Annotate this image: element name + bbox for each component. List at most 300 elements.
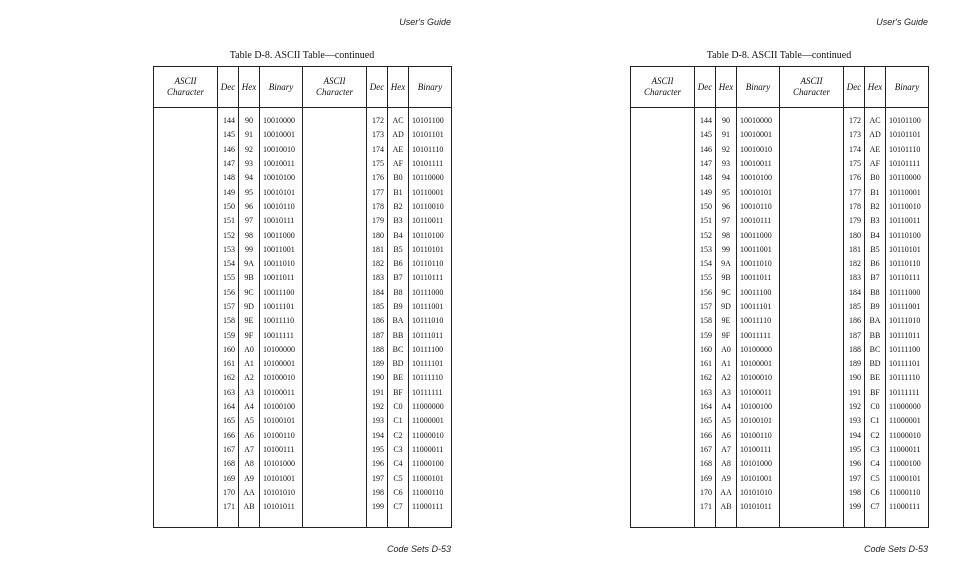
binary-cell: 10101100 (409, 114, 452, 128)
binary-cell: 10010000 (737, 114, 780, 128)
char-cell (631, 429, 695, 443)
hex-cell: B2 (388, 200, 409, 214)
dec-cell: 178 (367, 200, 388, 214)
page-footer: Code Sets D-53 (386, 544, 451, 554)
binary-cell: 10111101 (886, 357, 929, 371)
dec-cell: 156 (218, 286, 239, 300)
dec-cell: 148 (218, 171, 239, 185)
dec-cell: 158 (218, 314, 239, 328)
char-cell (303, 143, 367, 157)
char-cell (303, 257, 367, 271)
dec-cell: 198 (844, 486, 865, 500)
hex-cell: B7 (388, 271, 409, 285)
char-cell (631, 300, 695, 314)
char-cell (303, 457, 367, 471)
binary-cell: 10110110 (409, 257, 452, 271)
binary-cell: 11000111 (409, 500, 452, 514)
table-row (154, 271, 452, 285)
dec-cell: 196 (844, 457, 865, 471)
hex-cell: 9F (239, 328, 260, 342)
hex-cell: 95 (716, 185, 737, 199)
hex-cell: 9D (716, 300, 737, 314)
char-cell (154, 514, 218, 527)
binary-cell: 10100100 (737, 400, 780, 414)
dec-cell: 180 (367, 228, 388, 242)
binary-cell: 11000010 (409, 429, 452, 443)
char-cell (780, 157, 844, 171)
dec-cell: 193 (844, 414, 865, 428)
binary-cell: 10110001 (409, 185, 452, 199)
dec-cell (218, 514, 239, 527)
dec-cell: 152 (695, 228, 716, 242)
binary-cell: 10010101 (737, 185, 780, 199)
table-row (631, 286, 929, 300)
hex-cell: B6 (865, 257, 886, 271)
hex-cell: 96 (239, 200, 260, 214)
col-header-dec: Dec (218, 67, 239, 108)
hex-cell: C1 (865, 414, 886, 428)
hex-cell: 9B (716, 271, 737, 285)
char-cell (303, 500, 367, 514)
binary-cell: 11000011 (886, 443, 929, 457)
hex-cell: 9E (716, 314, 737, 328)
char-cell (303, 443, 367, 457)
dec-cell: 178 (844, 200, 865, 214)
dec-cell: 170 (695, 486, 716, 500)
hex-cell: 98 (239, 228, 260, 242)
hex-cell: A6 (239, 429, 260, 443)
binary-cell: 11000000 (409, 400, 452, 414)
char-cell (631, 471, 695, 485)
char-cell (631, 157, 695, 171)
table-row (631, 471, 929, 485)
dec-cell: 172 (367, 114, 388, 128)
table-row (154, 386, 452, 400)
dec-cell: 164 (218, 400, 239, 414)
dec-cell: 181 (844, 243, 865, 257)
dec-cell: 187 (367, 328, 388, 342)
binary-cell: 10101010 (737, 486, 780, 500)
hex-cell: AE (865, 143, 886, 157)
char-cell (780, 414, 844, 428)
hex-cell (388, 514, 409, 527)
col-header-ascii-character: ASCII Character (780, 67, 844, 108)
dec-cell: 199 (844, 500, 865, 514)
hex-cell: A3 (716, 386, 737, 400)
hex-cell: B0 (388, 171, 409, 185)
table-row (154, 200, 452, 214)
table-row (154, 328, 452, 342)
dec-cell: 162 (695, 371, 716, 385)
binary-cell: 10110111 (886, 271, 929, 285)
char-cell (631, 286, 695, 300)
binary-cell: 10010111 (737, 214, 780, 228)
table-row (631, 185, 929, 199)
binary-cell: 10100110 (260, 429, 303, 443)
char-cell (303, 171, 367, 185)
binary-cell (409, 514, 452, 527)
table-row (631, 228, 929, 242)
binary-cell: 10111110 (409, 371, 452, 385)
dec-cell: 144 (695, 114, 716, 128)
hex-cell (716, 514, 737, 527)
hex-cell: C0 (865, 400, 886, 414)
char-cell (154, 343, 218, 357)
table-row (154, 114, 452, 128)
table-row (631, 328, 929, 342)
binary-cell: 10011100 (737, 286, 780, 300)
dec-cell: 159 (695, 328, 716, 342)
hex-cell: A6 (716, 429, 737, 443)
char-cell (303, 471, 367, 485)
hex-cell: B3 (388, 214, 409, 228)
dec-cell: 194 (367, 429, 388, 443)
binary-cell: 10010110 (737, 200, 780, 214)
dec-cell: 153 (218, 243, 239, 257)
binary-cell: 10100011 (737, 386, 780, 400)
dec-cell: 145 (218, 128, 239, 142)
dec-cell: 180 (844, 228, 865, 242)
char-cell (780, 343, 844, 357)
char-cell (780, 386, 844, 400)
binary-cell: 10101111 (409, 157, 452, 171)
binary-cell (886, 514, 929, 527)
binary-cell: 10011001 (737, 243, 780, 257)
char-cell (780, 500, 844, 514)
binary-cell: 10100111 (737, 443, 780, 457)
hex-cell: B8 (388, 286, 409, 300)
table-row (154, 500, 452, 514)
binary-cell: 10111000 (409, 286, 452, 300)
dec-cell: 191 (367, 386, 388, 400)
dec-cell: 189 (367, 357, 388, 371)
binary-cell: 11000111 (886, 500, 929, 514)
char-cell (154, 257, 218, 271)
char-cell (631, 486, 695, 500)
binary-cell: 10010000 (260, 114, 303, 128)
hex-cell: 93 (716, 157, 737, 171)
dec-cell: 186 (844, 314, 865, 328)
binary-cell: 10101000 (260, 457, 303, 471)
char-cell (780, 486, 844, 500)
hex-cell: AC (865, 114, 886, 128)
dec-cell: 188 (844, 343, 865, 357)
col-header-hex: Hex (239, 67, 260, 108)
char-cell (631, 457, 695, 471)
hex-cell: C5 (388, 471, 409, 485)
hex-cell: A1 (716, 357, 737, 371)
hex-cell: BB (388, 328, 409, 342)
table-row (631, 443, 929, 457)
binary-cell: 10010100 (737, 171, 780, 185)
table-row (631, 200, 929, 214)
dec-cell: 190 (844, 371, 865, 385)
binary-cell: 10011110 (260, 314, 303, 328)
hex-cell (865, 514, 886, 527)
filler-row (631, 514, 929, 527)
table-body (154, 108, 452, 528)
table-row (631, 414, 929, 428)
dec-cell: 153 (695, 243, 716, 257)
hex-cell: 99 (239, 243, 260, 257)
hex-cell: B2 (865, 200, 886, 214)
char-cell (154, 200, 218, 214)
binary-cell: 10100100 (260, 400, 303, 414)
hex-cell: C0 (388, 400, 409, 414)
dec-cell: 171 (695, 500, 716, 514)
dec-cell: 191 (844, 386, 865, 400)
binary-cell: 10100111 (260, 443, 303, 457)
hex-cell: 92 (239, 143, 260, 157)
char-cell (631, 114, 695, 128)
char-cell (631, 328, 695, 342)
binary-cell: 10010100 (260, 171, 303, 185)
hex-cell: BA (388, 314, 409, 328)
table-row (154, 371, 452, 385)
char-cell (631, 386, 695, 400)
dec-cell: 188 (367, 343, 388, 357)
char-cell (154, 486, 218, 500)
hex-cell: C7 (865, 500, 886, 514)
binary-cell: 10011000 (737, 228, 780, 242)
dec-cell: 148 (695, 171, 716, 185)
dec-cell: 193 (367, 414, 388, 428)
dec-cell: 170 (218, 486, 239, 500)
table-row (631, 371, 929, 385)
binary-cell: 10011010 (737, 257, 780, 271)
table-row (154, 171, 452, 185)
dec-cell: 192 (844, 400, 865, 414)
running-header: User's Guide (399, 17, 451, 27)
binary-cell: 10101110 (886, 143, 929, 157)
binary-cell: 10110010 (409, 200, 452, 214)
table-row (154, 228, 452, 242)
char-cell (154, 400, 218, 414)
char-cell (780, 314, 844, 328)
char-cell (303, 400, 367, 414)
char-cell (303, 228, 367, 242)
hex-cell: 97 (716, 214, 737, 228)
binary-cell: 10111000 (886, 286, 929, 300)
hex-cell: A7 (716, 443, 737, 457)
char-cell (780, 228, 844, 242)
binary-cell: 10111111 (409, 386, 452, 400)
dec-cell: 183 (367, 271, 388, 285)
hex-cell: B1 (865, 185, 886, 199)
hex-cell: A9 (239, 471, 260, 485)
hex-cell: C3 (388, 443, 409, 457)
table-row (154, 471, 452, 485)
table-row (631, 343, 929, 357)
binary-cell: 10011011 (260, 271, 303, 285)
char-cell (154, 185, 218, 199)
table-body (631, 108, 929, 528)
hex-cell: A2 (239, 371, 260, 385)
char-cell (780, 400, 844, 414)
dec-cell: 157 (695, 300, 716, 314)
dec-cell: 147 (218, 157, 239, 171)
binary-cell: 10111111 (886, 386, 929, 400)
hex-cell: 91 (239, 128, 260, 142)
char-cell (154, 114, 218, 128)
dec-cell: 184 (844, 286, 865, 300)
char-cell (303, 286, 367, 300)
char-cell (631, 214, 695, 228)
table-row (154, 214, 452, 228)
dec-cell: 165 (218, 414, 239, 428)
table-row (631, 314, 929, 328)
char-cell (780, 286, 844, 300)
running-header: User's Guide (876, 17, 928, 27)
binary-cell: 10011111 (737, 328, 780, 342)
col-header-dec: Dec (695, 67, 716, 108)
hex-cell: 9D (239, 300, 260, 314)
dec-cell: 158 (695, 314, 716, 328)
char-cell (303, 343, 367, 357)
dec-cell: 190 (367, 371, 388, 385)
char-cell (780, 429, 844, 443)
hex-cell: 97 (239, 214, 260, 228)
table-row (154, 443, 452, 457)
char-cell (154, 500, 218, 514)
char-cell (303, 114, 367, 128)
char-cell (780, 300, 844, 314)
char-cell (780, 257, 844, 271)
char-cell (631, 143, 695, 157)
char-cell (154, 143, 218, 157)
dec-cell (695, 514, 716, 527)
binary-cell: 11000101 (409, 471, 452, 485)
col-header-hex: Hex (388, 67, 409, 108)
binary-cell: 10101000 (737, 457, 780, 471)
binary-cell: 10100001 (737, 357, 780, 371)
binary-cell: 11000011 (409, 443, 452, 457)
binary-cell: 10010011 (260, 157, 303, 171)
hex-cell: C5 (865, 471, 886, 485)
table-row (631, 157, 929, 171)
dec-cell: 176 (844, 171, 865, 185)
dec-cell: 177 (844, 185, 865, 199)
char-cell (303, 185, 367, 199)
hex-cell: BE (865, 371, 886, 385)
dec-cell: 169 (218, 471, 239, 485)
dec-cell: 157 (218, 300, 239, 314)
col-header-hex: Hex (865, 67, 886, 108)
table-header-row (631, 67, 929, 108)
table-row (154, 185, 452, 199)
hex-cell: C6 (865, 486, 886, 500)
char-cell (631, 271, 695, 285)
hex-cell: B0 (865, 171, 886, 185)
hex-cell: 9B (239, 271, 260, 285)
table-row (631, 143, 929, 157)
hex-cell: 9C (716, 286, 737, 300)
dec-cell: 186 (367, 314, 388, 328)
char-cell (154, 386, 218, 400)
binary-cell: 10110100 (409, 228, 452, 242)
hex-cell: B7 (865, 271, 886, 285)
table-row (631, 114, 929, 128)
table-row (631, 500, 929, 514)
dec-cell: 154 (695, 257, 716, 271)
col-header-hex: Hex (716, 67, 737, 108)
binary-cell: 10110111 (409, 271, 452, 285)
binary-cell: 10100000 (737, 343, 780, 357)
char-cell (631, 500, 695, 514)
char-cell (631, 514, 695, 527)
char-cell (154, 457, 218, 471)
table-row (154, 300, 452, 314)
ascii-table (153, 66, 452, 528)
binary-cell: 11000101 (886, 471, 929, 485)
hex-cell: AC (388, 114, 409, 128)
hex-cell: C3 (865, 443, 886, 457)
char-cell (154, 128, 218, 142)
char-cell (631, 257, 695, 271)
char-cell (303, 386, 367, 400)
table-row (631, 171, 929, 185)
char-cell (154, 443, 218, 457)
dec-cell (844, 514, 865, 527)
binary-cell: 10011101 (260, 300, 303, 314)
col-header-binary: Binary (409, 67, 452, 108)
dec-cell: 183 (844, 271, 865, 285)
dec-cell: 150 (218, 200, 239, 214)
table-row (631, 214, 929, 228)
dec-cell: 147 (695, 157, 716, 171)
binary-cell: 10101010 (260, 486, 303, 500)
hex-cell: A5 (239, 414, 260, 428)
binary-cell: 10110101 (886, 243, 929, 257)
char-cell (154, 271, 218, 285)
char-cell (631, 243, 695, 257)
binary-cell: 10010011 (737, 157, 780, 171)
binary-cell: 10101001 (260, 471, 303, 485)
hex-cell: 90 (239, 114, 260, 128)
hex-cell: 93 (239, 157, 260, 171)
dec-cell: 171 (218, 500, 239, 514)
binary-cell: 10110100 (886, 228, 929, 242)
dec-cell: 155 (695, 271, 716, 285)
dec-cell: 144 (218, 114, 239, 128)
hex-cell: 90 (716, 114, 737, 128)
char-cell (780, 514, 844, 527)
dec-cell: 174 (844, 143, 865, 157)
binary-cell: 10111010 (409, 314, 452, 328)
char-cell (631, 228, 695, 242)
binary-cell: 10010001 (260, 128, 303, 142)
dec-cell: 192 (367, 400, 388, 414)
char-cell (780, 143, 844, 157)
table-row (631, 243, 929, 257)
table-row (154, 486, 452, 500)
col-header-dec: Dec (367, 67, 388, 108)
dec-cell: 149 (218, 185, 239, 199)
dec-cell: 177 (367, 185, 388, 199)
dec-cell: 163 (695, 386, 716, 400)
dec-cell: 163 (218, 386, 239, 400)
hex-cell: 9A (239, 257, 260, 271)
binary-cell: 10100000 (260, 343, 303, 357)
binary-cell: 11000100 (886, 457, 929, 471)
hex-cell: B5 (865, 243, 886, 257)
binary-cell: 10100011 (260, 386, 303, 400)
binary-cell: 10010010 (737, 143, 780, 157)
hex-cell: BF (388, 386, 409, 400)
col-header-ascii-character: ASCII Character (303, 67, 367, 108)
table-row (631, 400, 929, 414)
dec-cell: 189 (844, 357, 865, 371)
